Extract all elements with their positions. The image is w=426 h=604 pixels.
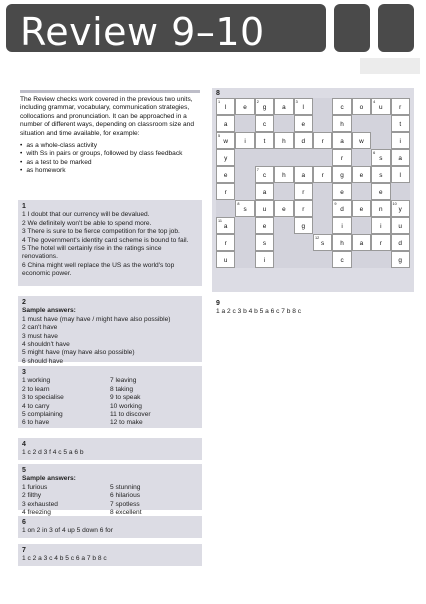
- list-item: 2 to learn: [22, 385, 50, 393]
- crossword-cell: [216, 217, 235, 234]
- crossword-cell: [371, 149, 390, 166]
- crossword-cell: [216, 251, 235, 268]
- crossword-cell: [352, 98, 371, 115]
- list-item: 6 hilarious: [110, 492, 141, 500]
- crossword-cell: [294, 183, 313, 200]
- crossword-blank: [235, 115, 254, 132]
- cell-letter: l: [224, 104, 227, 111]
- clue-number: 8: [237, 202, 240, 206]
- list-item: 7 spotless: [110, 500, 140, 508]
- cell-letter: h: [340, 240, 344, 247]
- header-tab: [334, 4, 370, 52]
- cell-letter: y: [398, 206, 402, 213]
- crossword-cell: [371, 98, 390, 115]
- crossword-cell: [371, 234, 390, 251]
- crossword-blank: [294, 234, 313, 251]
- cell-letter: e: [223, 172, 228, 179]
- list-item: • as a test to be marked: [20, 159, 200, 167]
- cell-letter: s: [243, 206, 247, 213]
- section-9: [212, 298, 414, 318]
- crossword-cell: [332, 251, 351, 268]
- list-item: 8 taking: [110, 385, 134, 393]
- cell-letter: e: [379, 189, 383, 196]
- crossword-cell: [274, 98, 293, 115]
- cell-letter: r: [399, 104, 402, 111]
- section-1: [18, 200, 202, 286]
- cell-letter: t: [399, 121, 402, 128]
- crossword-blank: [274, 234, 293, 251]
- cell-letter: r: [379, 240, 382, 247]
- crossword-cell: [332, 234, 351, 251]
- section-number: 6: [22, 519, 26, 526]
- crossword-cell: [216, 98, 235, 115]
- cell-letter: g: [262, 104, 267, 111]
- crossword-cell: [391, 234, 410, 251]
- crossword-cell: [371, 217, 390, 234]
- list-item: 9 to speak: [110, 394, 141, 402]
- crossword-cell: [255, 200, 274, 217]
- cell-letter: g: [340, 172, 344, 179]
- crossword-blank: [235, 234, 254, 251]
- list-item: 4 shouldn't have: [22, 341, 70, 349]
- cell-letter: a: [301, 172, 306, 179]
- crossword-blank: [235, 217, 254, 234]
- crossword-blank: [352, 217, 371, 234]
- cell-letter: r: [321, 138, 324, 145]
- crossword-blank: [352, 251, 371, 268]
- crossword-cell: [332, 166, 351, 183]
- section-number: 2: [22, 299, 26, 306]
- section-2: 2 Sample answers: 1 must have (may have / might have also possible) 2 can't have 3 must have 4 shouldn't have 5 might have (may have also possible) 6 should have: [18, 296, 202, 362]
- list-item: 3 to specialise: [22, 394, 64, 402]
- cell-letter: c: [340, 257, 344, 264]
- cell-letter: e: [262, 223, 267, 230]
- crossword-cell: [313, 166, 332, 183]
- clue-number: 11: [218, 219, 222, 223]
- crossword-cell: [255, 217, 274, 234]
- crossword-blank: [371, 115, 390, 132]
- crossword-blank: [235, 149, 254, 166]
- cell-letter: s: [321, 240, 325, 247]
- cell-letter: a: [340, 138, 344, 145]
- clue-number: 6: [373, 151, 376, 155]
- crossword-cell: [255, 251, 274, 268]
- crossword-blank: [313, 115, 332, 132]
- section-3: [18, 366, 202, 428]
- cell-letter: a: [223, 223, 228, 230]
- cell-letter: u: [379, 104, 383, 111]
- crossword-cell: [332, 98, 351, 115]
- crossword-cell: [294, 166, 313, 183]
- crossword-cell: [294, 132, 313, 149]
- list-item: 2 can't have: [22, 324, 58, 332]
- crossword-cell: [391, 149, 410, 166]
- crossword-cell: [255, 234, 274, 251]
- crossword-cell: [391, 166, 410, 183]
- crossword-cell: [235, 98, 254, 115]
- list-item: 4 The government's identity card scheme is bound to fail.: [22, 236, 189, 244]
- section-number: 3: [22, 369, 26, 376]
- crossword-cell: [352, 166, 371, 183]
- list-item: • with Ss in pairs or groups, followed by class feedback: [20, 150, 200, 158]
- cell-letter: a: [398, 155, 402, 162]
- list-item: 6 China might well replace the US as the world's top economic power.: [22, 261, 175, 278]
- crossword-cell: [294, 217, 313, 234]
- crossword-blank: [313, 98, 332, 115]
- header-tab: [378, 4, 414, 52]
- list-item: 3 exhausted: [22, 500, 58, 508]
- cell-letter: c: [340, 104, 344, 111]
- list-item: 6 should have: [22, 357, 64, 365]
- section-4: [18, 438, 202, 460]
- list-item: 5 stunning: [110, 483, 141, 491]
- answer-line: 1 on 2 in 3 of 4 up 5 down 6 for: [22, 527, 113, 535]
- clue-number: 5: [218, 134, 221, 138]
- clue-number: 9: [334, 202, 337, 206]
- list-item: 2 We definitely won't be able to spend more.: [22, 219, 152, 227]
- cell-letter: u: [223, 257, 228, 264]
- intro-bullets: [20, 142, 200, 176]
- section-number: 9: [216, 300, 220, 307]
- cell-letter: s: [379, 155, 383, 162]
- crossword-blank: [274, 149, 293, 166]
- crossword-cell: [255, 98, 274, 115]
- crossword-cell: [313, 234, 332, 251]
- crossword-grid: [216, 98, 410, 288]
- list-item: 6 to have: [22, 419, 50, 427]
- cell-letter: h: [282, 172, 286, 179]
- clue-number: 7: [256, 168, 259, 172]
- cell-letter: w: [223, 138, 228, 145]
- crossword-cell: [216, 234, 235, 251]
- cell-letter: a: [223, 121, 228, 128]
- cell-letter: d: [398, 240, 402, 247]
- cell-letter: l: [302, 104, 304, 111]
- cell-letter: e: [301, 121, 306, 128]
- cell-letter: i: [380, 223, 382, 230]
- crossword-blank: [274, 115, 293, 132]
- cell-letter: n: [379, 206, 383, 213]
- cell-letter: e: [359, 206, 364, 213]
- list-item: 1 furious: [22, 483, 48, 491]
- crossword-cell: [274, 132, 293, 149]
- crossword-blank: [294, 251, 313, 268]
- cell-letter: r: [321, 172, 324, 179]
- section-6: [18, 516, 202, 538]
- crossword-cell: [352, 132, 371, 149]
- cell-letter: y: [224, 155, 228, 162]
- crossword-cell: [216, 132, 235, 149]
- cell-letter: a: [262, 189, 267, 196]
- crossword-cell: [332, 115, 351, 132]
- list-item: 5 might have (may have also possible): [22, 349, 135, 357]
- cell-letter: r: [302, 189, 305, 196]
- cell-letter: i: [341, 223, 343, 230]
- crossword-cell: [255, 132, 274, 149]
- cell-letter: u: [398, 223, 402, 230]
- crossword-cell: [294, 200, 313, 217]
- crossword-cell: [235, 132, 254, 149]
- cell-letter: t: [263, 138, 266, 145]
- section-number: 4: [22, 441, 26, 448]
- section-number: 1: [22, 203, 26, 210]
- list-item: 3 must have: [22, 332, 58, 340]
- answer-line: 1 a 2 c 3 b 4 b 5 a 6 c 7 b 8 c: [216, 308, 302, 316]
- cell-letter: g: [301, 223, 306, 230]
- crossword-cell: [255, 166, 274, 183]
- crossword-blank: [294, 149, 313, 166]
- list-item: • as homework: [20, 167, 200, 175]
- crossword-blank: [352, 149, 371, 166]
- section-number: 7: [22, 547, 26, 554]
- cell-letter: h: [282, 138, 286, 145]
- list-item: 10 working: [110, 402, 142, 410]
- crossword-cell: [332, 132, 351, 149]
- header-bar: [6, 4, 326, 52]
- list-item: 1 must have (may have / might have also possible): [22, 315, 171, 323]
- list-item: 8 excellent: [110, 509, 142, 517]
- cell-letter: d: [301, 138, 306, 145]
- crossword-cell: [391, 217, 410, 234]
- crossword-cell: [391, 115, 410, 132]
- faded-text: [360, 58, 420, 74]
- section-number: 5: [22, 467, 26, 474]
- crossword-blank: [235, 166, 254, 183]
- cell-letter: s: [379, 172, 383, 179]
- clue-number: 2: [256, 100, 259, 104]
- crossword-cell: [332, 217, 351, 234]
- cell-letter: g: [398, 257, 402, 264]
- clue-number: 1: [218, 100, 221, 104]
- clue-number: 3: [295, 100, 298, 104]
- cell-letter: c: [262, 172, 267, 179]
- cell-letter: w: [359, 138, 364, 145]
- answer-line: 1 c 2 a 3 c 4 b 5 c 6 a 7 b 8 c: [22, 555, 107, 563]
- crossword-cell: [274, 166, 293, 183]
- cell-letter: e: [243, 104, 247, 111]
- list-item: 2 filthy: [22, 492, 42, 500]
- cell-letter: r: [224, 189, 227, 196]
- intro-text: The Review checks work covered in the previous two units, including grammar, vocabulary, communication strategies, collocations and pronunciation. It can be approached in a number of different ways, depending on classroom size and situation and time available, for example: • as a whole-class activity • with Ss in pairs or groups, followed by class feedback • as a test to be marked • as homework: [20, 90, 200, 201]
- list-item: 4 to carry: [22, 402, 50, 410]
- crossword-cell: [235, 200, 254, 217]
- crossword-blank: [313, 200, 332, 217]
- crossword-blank: [274, 217, 293, 234]
- clue-number: 4: [373, 100, 376, 104]
- cell-letter: e: [340, 189, 344, 196]
- cell-letter: c: [262, 121, 267, 128]
- crossword-cell: [313, 132, 332, 149]
- cell-letter: i: [244, 138, 246, 145]
- list-item: 3 There is sure to be fierce competition for the top job.: [22, 228, 180, 236]
- crossword-blank: [274, 251, 293, 268]
- crossword-cell: [216, 149, 235, 166]
- cell-letter: s: [262, 240, 267, 247]
- crossword: [216, 98, 410, 268]
- crossword-cell: [216, 183, 235, 200]
- list-item: 5 complaining: [22, 411, 63, 419]
- section-7: [18, 544, 202, 566]
- crossword-blank: [352, 115, 371, 132]
- crossword-cell: [332, 149, 351, 166]
- cell-letter: o: [359, 104, 364, 111]
- crossword-cell: [255, 183, 274, 200]
- crossword-cell: [352, 234, 371, 251]
- cell-letter: u: [262, 206, 267, 213]
- crossword-cell: [371, 166, 390, 183]
- list-item: 12 to make: [110, 419, 143, 427]
- crossword-blank: [235, 251, 254, 268]
- crossword-blank: [313, 251, 332, 268]
- list-item: 1 I doubt that our currency will be devalued.: [22, 211, 150, 219]
- list-item: 5 The hotel will certainly rise in the ratings since renovations.: [22, 245, 162, 261]
- cell-letter: l: [399, 172, 401, 179]
- cell-letter: r: [224, 240, 227, 247]
- crossword-cell: [391, 251, 410, 268]
- list-item: 1 working: [22, 377, 51, 385]
- list-item: 11 to discover: [110, 411, 151, 419]
- list-item: 4 freezing: [22, 509, 51, 517]
- crossword-blank: [371, 251, 390, 268]
- cell-letter: e: [282, 206, 286, 213]
- crossword-cell: [274, 200, 293, 217]
- crossword-cell: [255, 115, 274, 132]
- cell-letter: a: [282, 104, 286, 111]
- section-5: 5 Sample answers: 1 furious 2 filthy 3 exhausted 4 freezing 5 stunning 6 hilarious 7 spotless 8 excellent: [18, 464, 202, 510]
- crossword-blank: [352, 183, 371, 200]
- answer-line: 1 c 2 d 3 f 4 c 5 a 6 b: [22, 449, 84, 457]
- cell-letter: i: [263, 257, 266, 264]
- list-item: 7 leaving: [110, 377, 137, 385]
- crossword-cell: [294, 98, 313, 115]
- section-number: 8: [216, 90, 220, 97]
- crossword-cell: [352, 200, 371, 217]
- cell-letter: e: [359, 172, 364, 179]
- crossword-cell: [391, 98, 410, 115]
- page-title: Review 9–10: [20, 10, 265, 54]
- crossword-cell: [371, 200, 390, 217]
- crossword-cell: [332, 200, 351, 217]
- list-item: • as a whole-class activity: [20, 142, 200, 150]
- cell-letter: r: [302, 206, 305, 213]
- cell-letter: a: [359, 240, 364, 247]
- cell-letter: r: [340, 155, 344, 162]
- crossword-blank: [313, 183, 332, 200]
- clue-number: 12: [314, 236, 320, 240]
- crossword-cell: [371, 183, 390, 200]
- clue-number: 10: [392, 202, 397, 206]
- cell-letter: h: [340, 121, 344, 128]
- crossword-cell: [294, 115, 313, 132]
- crossword-blank: [274, 183, 293, 200]
- crossword-cell: [391, 200, 410, 217]
- crossword-cell: [216, 166, 235, 183]
- crossword-cell: [391, 132, 410, 149]
- cell-letter: i: [399, 138, 401, 145]
- crossword-blank: [313, 149, 332, 166]
- cell-letter: d: [340, 206, 344, 213]
